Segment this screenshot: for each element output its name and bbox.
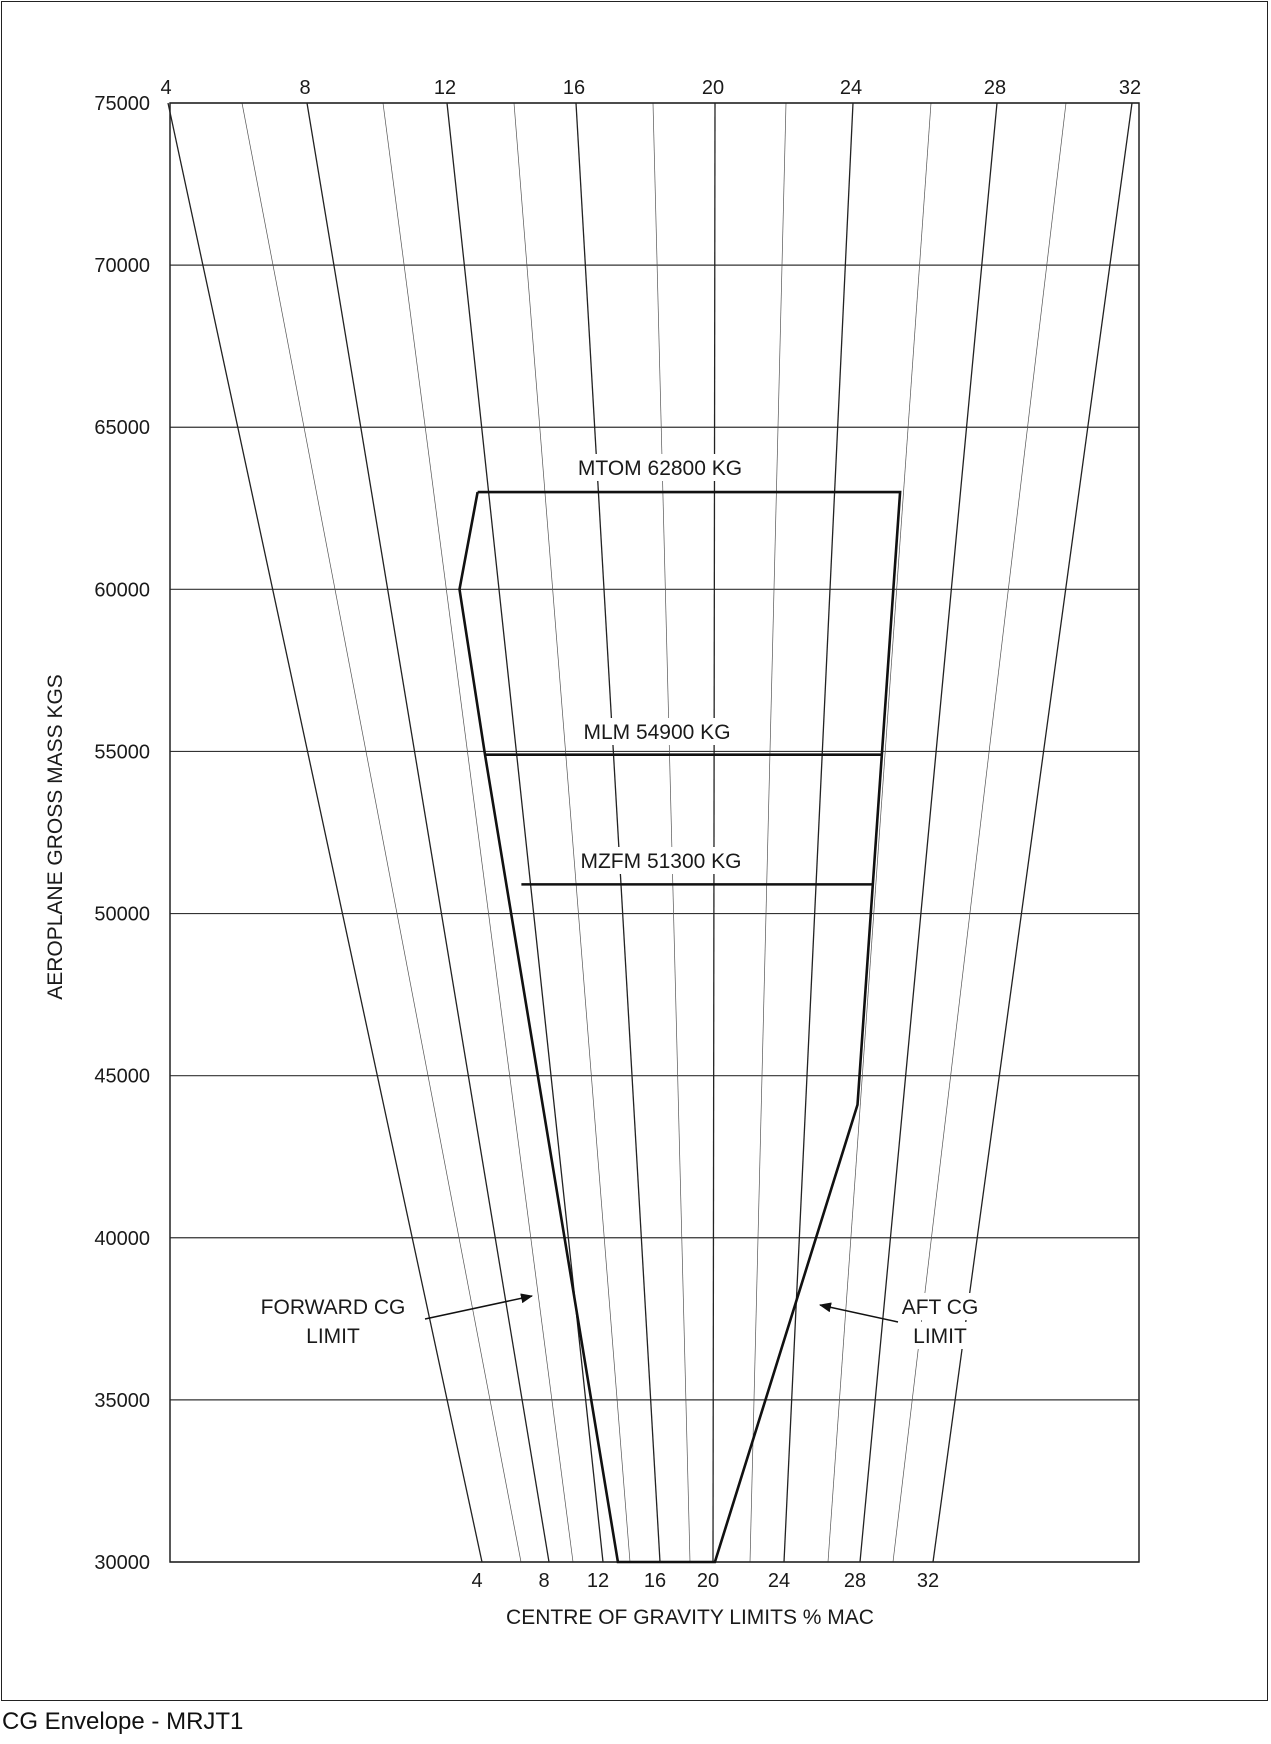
bottom-tick-label: 20 <box>696 1570 720 1592</box>
mac-line-14 <box>514 103 630 1562</box>
forward-cg-label: FORWARD CG <box>260 1296 406 1319</box>
top-tick-label: 24 <box>839 77 863 99</box>
mac-line-10 <box>383 103 573 1562</box>
y-tick-label: 65000 <box>94 417 150 440</box>
top-tick-label: 20 <box>701 77 725 99</box>
bottom-tick-label: 8 <box>538 1570 550 1592</box>
top-tick-label: 28 <box>983 77 1007 99</box>
bottom-tick-label: 12 <box>586 1570 610 1592</box>
y-tick-label: 75000 <box>94 93 150 115</box>
bottom-tick-label: 32 <box>916 1570 940 1592</box>
y-tick-label: 35000 <box>94 1389 150 1412</box>
envelope-outline <box>460 492 901 1562</box>
mzfm-label: MZFM 51300 KG <box>580 850 742 873</box>
mtom-label: MTOM 62800 KG <box>577 457 743 480</box>
bottom-tick-label: 28 <box>843 1570 867 1592</box>
figure-caption: CG Envelope - MRJT1 <box>2 1708 244 1735</box>
grid <box>94 93 1139 1574</box>
mac-line-6 <box>242 103 521 1562</box>
y-tick-label: 45000 <box>94 1065 150 1088</box>
mac-line-12 <box>447 103 603 1562</box>
aft-cg-arrow <box>820 1305 898 1322</box>
top-tick-label: 4 <box>160 77 172 99</box>
mac-line-22 <box>750 103 786 1562</box>
mac-lines <box>160 77 1141 1592</box>
mac-line-18 <box>653 103 690 1562</box>
y-tick-label: 30000 <box>94 1552 150 1574</box>
aft-cg-label: AFT CG <box>901 1296 979 1319</box>
mac-line-16 <box>576 103 660 1562</box>
bottom-tick-label: 4 <box>471 1570 483 1592</box>
cg-envelope <box>460 492 901 1562</box>
y-tick-label: 60000 <box>94 579 150 602</box>
forward-cg-arrow <box>425 1296 532 1319</box>
top-tick-label: 12 <box>433 77 457 99</box>
top-tick-label: 32 <box>1118 77 1142 99</box>
forward-cg-label-2: LIMIT <box>306 1325 360 1348</box>
top-tick-label: 16 <box>562 77 586 99</box>
y-tick-label: 55000 <box>94 741 150 764</box>
mlm-label: MLM 54900 KG <box>583 721 731 744</box>
bottom-tick-label: 16 <box>643 1570 667 1592</box>
mac-line-24 <box>784 103 853 1562</box>
x-axis-label: CENTRE OF GRAVITY LIMITS % MAC <box>506 1606 874 1629</box>
mac-line-20 <box>713 103 715 1562</box>
limit-arrows <box>425 1296 898 1322</box>
y-tick-label: 40000 <box>94 1227 150 1250</box>
y-tick-label: 70000 <box>94 255 150 278</box>
bottom-tick-label: 24 <box>767 1570 791 1592</box>
top-tick-label: 8 <box>299 77 311 99</box>
y-axis-label: AEROPLANE GROSS MASS KGS <box>44 674 67 1000</box>
aft-cg-label-2: LIMIT <box>913 1325 967 1348</box>
y-tick-label: 50000 <box>94 903 150 926</box>
